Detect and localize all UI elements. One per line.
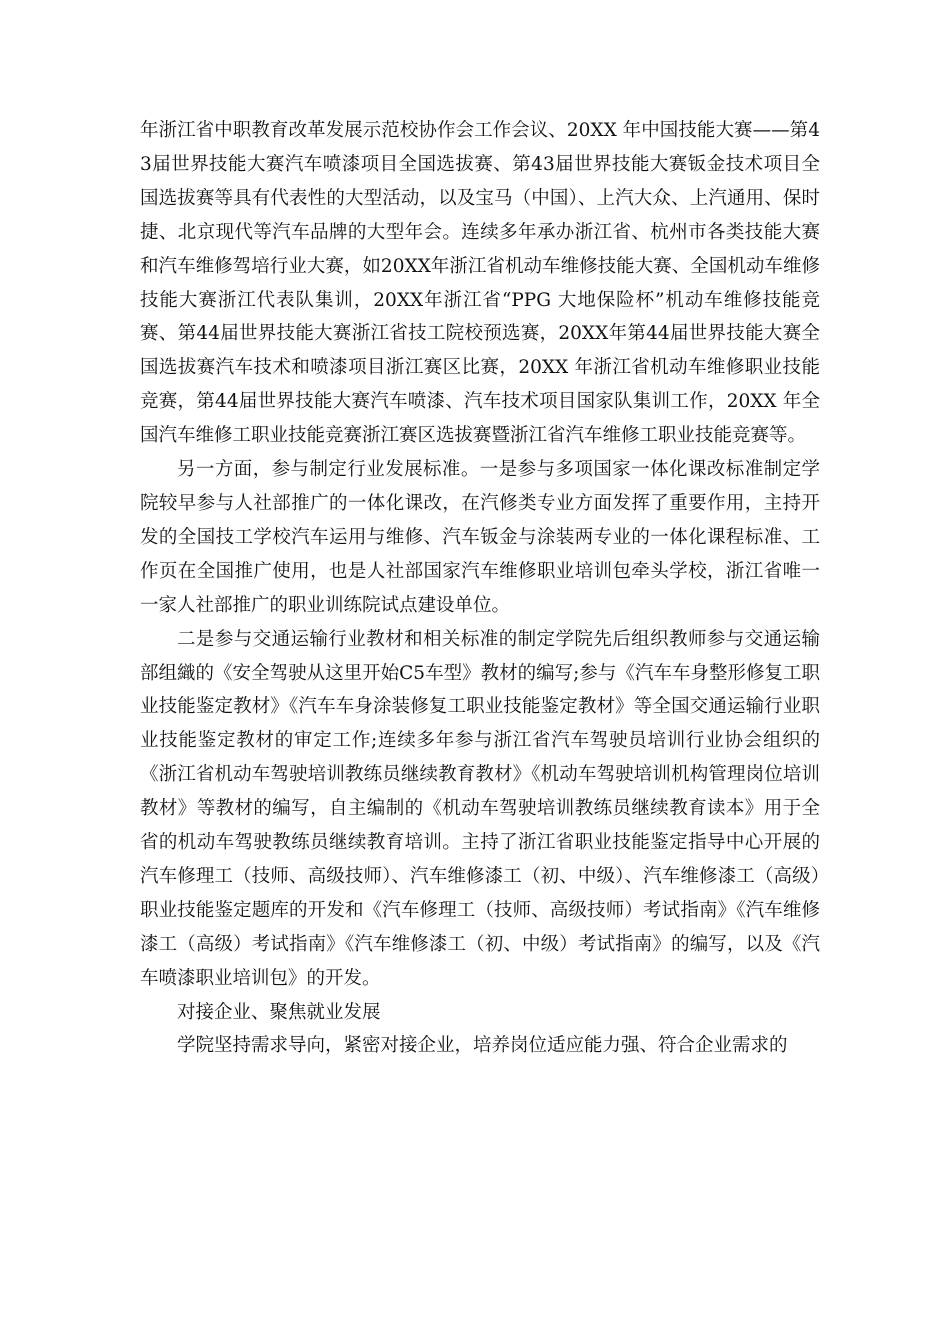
paragraph-1: 年浙江省中职教育改革发展示范校协作会工作会议、20XX 年中国技能大赛——第43届世界技能大赛汽车喷漆项目全国选拔赛、第43届世界技能大赛钣金技术项目全国选拔赛等具有代表性的大型活动，以及宝马（中国）、上汽大众、上汽通用、保时捷、北京现代等汽车品牌的大型年会。连续多年承办浙江省、杭州市各类技能大赛和汽车维修驾培行业大赛，如20XX年浙江省机动车维修技能大赛、全国机动车维修技能大赛浙江代表队集训，20XX年浙江省“PPG 大地保险杯”机动车维修技能竞赛、第44届世界技能大赛浙江省技工院校预选赛，20XX年第44届世界技能大赛全国选拔赛汽车技术和喷漆项目浙江赛区比赛，20XX 年浙江省机动车维修职业技能竞赛，第44届世界技能大赛汽车喷漆、汽车技术项目国家队集训工作，20XX 年全国汽车维修工职业技能竞赛浙江赛区选拔赛暨浙江省汽车维修工职业技能竞赛等。	[140, 120, 820, 447]
document-body	[140, 114, 820, 1063]
paragraph-4: 学院坚持需求导向，紧密对接企业，培养岗位适应能力强、符合企业需求的	[177, 1035, 788, 1057]
paragraph-3: 二是参与交通运输行业教材和相关标准的制定学院先后组织教师参与交通运输部组織的《安全驾驶从这里开始C5车型》教材的编写;参与《汽车车身整形修复工职业技能鉴定教材》《汽车车身涂装修复工职业技能鉴定教材》等全国交通运输行业职业技能鉴定教材的审定工作;连续多年参与浙江省汽车驾驶员培训行业协会组织的《浙江省机动车驾驶培训教练员继续教育教材》《机动车驾驶培训机构管理岗位培训教材》等教材的编写，自主编制的《机动车驾驶培训教练员继续教育读本》用于全省的机动车驾驶教练员继续教育培训。主持了浙江省职业技能鉴定指导中心开展的汽车修理工（技师、高级技师）、汽车维修漆工（初、中级）、汽车维修漆工（高级）职业技能鉴定题库的开发和《汽车修理工（技师、高级技师）考试指南》《汽车维修漆工（高级）考试指南》《汽车维修漆工（初、中级）考试指南》的编写，以及《汽车喷漆职业培训包》的开发。	[140, 628, 820, 989]
paragraph-2: 另一方面，参与制定行业发展标准。一是参与多项国家一体化课改标准制定学院较早参与人社部推广的一体化课改，在汽修类专业方面发挥了重要作用，主持开发的全国技工学校汽车运用与维修、汽车钣金与涂装两专业的一体化课程标准、工作页在全国推广使用，也是人社部国家汽车维修职业培训包牵头学校，浙江省唯一一家人社部推广的职业训练院试点建设单位。	[140, 459, 820, 616]
section-heading: 对接企业、聚焦就业发展	[177, 1001, 381, 1023]
